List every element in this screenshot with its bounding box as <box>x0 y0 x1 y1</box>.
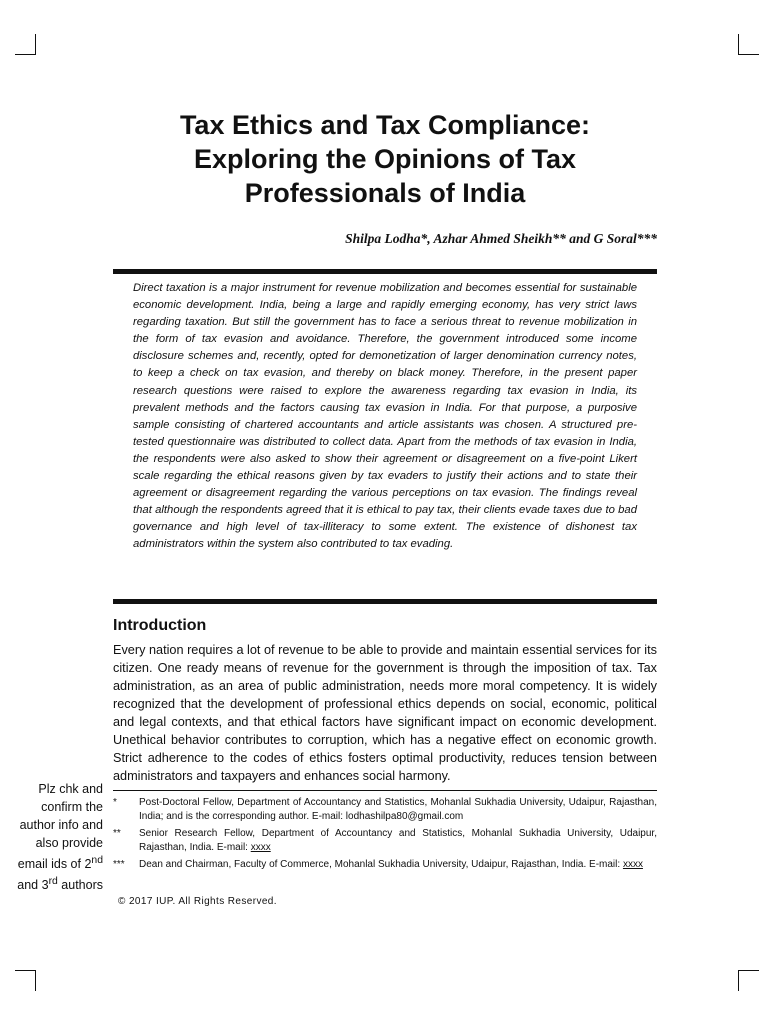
footnote-affiliation: Dean and Chairman, Faculty of Commerce, Mohanlal Sukhadia University, Udaipur, Rajasthan, India. E-mail: <box>139 859 623 870</box>
footnote-mark: ** <box>113 828 121 839</box>
footnote-text <box>139 827 657 855</box>
crop-mark-top-left <box>15 34 36 55</box>
footnote-text <box>139 858 657 872</box>
footnote-text <box>139 796 657 824</box>
note-line: author info and <box>19 818 103 832</box>
footnote-3 <box>113 858 657 872</box>
editor-margin-note <box>8 780 103 894</box>
note-line-6 <box>8 873 103 894</box>
footnote-2 <box>113 827 657 855</box>
footnote-divider <box>113 790 657 791</box>
note-line-5 <box>8 852 103 873</box>
title-line-2: Exploring the Opinions of Tax <box>193 144 576 174</box>
note-text: email ids of 2 <box>17 857 92 872</box>
footnote-mark: *** <box>113 859 125 870</box>
note-text: and 3 <box>17 878 49 893</box>
crop-mark-bottom-left <box>15 970 36 991</box>
section-heading-introduction: Introduction <box>113 617 207 634</box>
footnote-affiliation: Post-Doctoral Fellow, Department of Accountancy and Statistics, Mohanlal Sukhadia University, Udaipur, Rajasthan, India; and is the corresponding author. E-mail: lodhashilpa80@gmail.com <box>139 797 657 822</box>
email-placeholder: xxxx <box>622 859 643 870</box>
footnote-affiliation: Senior Research Fellow, Department of Accountancy and Statistics, Mohanlal Sukhadia University, Udaipur, Rajasthan, India. E-mail: <box>139 828 657 853</box>
abstract-top-rule <box>113 269 657 274</box>
note-line: confirm the <box>41 800 103 814</box>
note-line: Plz chk and <box>38 782 103 796</box>
footnote-1 <box>113 796 657 824</box>
crop-mark-top-right <box>738 34 759 55</box>
author-list: Shilpa Lodha*, Azhar Ahmed Sheikh** and G Soral*** <box>345 231 657 246</box>
note-text: authors <box>57 878 103 893</box>
abstract-text: Direct taxation is a major instrument for revenue mobilization and becomes essential for sustainable economic development. India, being a large and rapidly emerging economy, has very strict laws regarding taxation. But still the government has to face a serious threat to revenue mobilization in the form of tax evasion and avoidance. Therefore, the government introduced some income disclosure schemes and, recently, opted for demonetization of larger denomination currency notes, to keep a check on tax evasion, and thereby on black money. Therefore, in the present paper research questions were raised to explore the awareness regarding tax evasion in India, its prevalent methods and the factors causing tax evasion in India. For that purpose, a purposive sample consisting of chartered accountants and article assistants was chosen. A structured pre-tested questionnaire was distributed to collect data. Apart from the methods of tax evasion in India, the respondents were also asked to show their agreement or disagreement on a five-point Likert scale regarding the ethical reasons given by tax evaders to justify their actions and to state their agreement or disagreement regarding the various perceptions on tax evasion. The findings reveal that although the respondents agreed that it is ethical to pay tax, their clients evade taxes due to bad governance and high level of tax-illiteracy to some extent. The existence of dishonest tax administrators within the system also contributed to tax evading. <box>133 282 637 551</box>
crop-mark-bottom-right <box>738 970 759 991</box>
footnotes <box>113 796 657 875</box>
title-line-1: Tax Ethics and Tax Compliance: <box>179 110 591 140</box>
email-placeholder: xxxx <box>250 842 271 853</box>
footnote-mark: * <box>113 797 117 808</box>
paper-title <box>113 108 657 210</box>
copyright-notice: © 2017 IUP. All Rights Reserved. <box>118 896 277 907</box>
note-superscript: rd <box>48 876 58 888</box>
abstract-bottom-rule <box>113 599 657 604</box>
title-line-3: Professionals of India <box>244 178 526 208</box>
note-superscript: nd <box>91 855 103 866</box>
introduction-paragraph: Every nation requires a lot of revenue to be able to provide and maintain essential services for its citizen. One ready means of revenue for the government is through the imposition of tax. Tax administration, as an area of public administration, needs more moral competency. It is widely recognized that the development of professional ethics depends on social, economic, political and legal contexts, and that ethical factors have significant impact on economic development. Unethical behavior contributes to corruption, which has a negative effect on economic growth. Strict adherence to the codes of ethics fosters optimal productivity, reduces tension between administrators and taxpayers and enhances social harmony. <box>113 643 657 783</box>
note-line: also provide <box>35 836 103 850</box>
